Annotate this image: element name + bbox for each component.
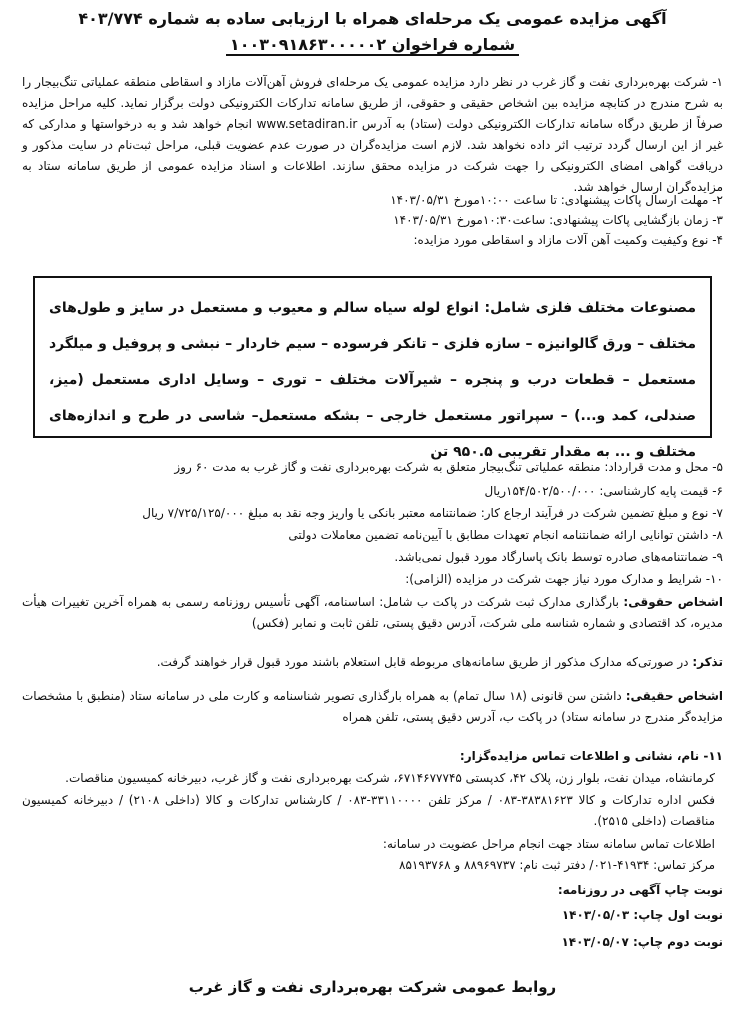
call-number <box>20 34 725 56</box>
legal-persons <box>22 592 723 634</box>
legal-label: اشخاص حقوقی: <box>623 595 723 609</box>
signature: روابط عمومی شرکت بهره‌برداری نفت و گاز غرب <box>188 978 557 996</box>
item-8: ۸- داشتن توانایی ارائه ضمانتنامه انجام تعهدات مطابق با آیین‌نامه تضمین معاملات دولتی <box>288 528 723 542</box>
call-number-text: شماره فراخوان ۱۰۰۳۰۹۱۸۶۳۰۰۰۰۰۲ <box>226 35 519 56</box>
natural-text: داشتن سن قانونی (۱۸ سال تمام) به همراه بارگذاری تصویر شناسنامه و کارت ملی در سامانه ستاد (منطبق با مشخصات مزایده‌گر مندرج در سامانه ستاد) در پاکت ب، آدرس دقیق پستی، تلفن همراه <box>22 689 723 724</box>
item-11: ۱۱- نام، نشانی و اطلاعات تماس مزایده‌گزار: <box>459 749 723 763</box>
address: کرمانشاه، میدان نفت، بلوار زن، پلاک ۴۲، کدپستی ۶۷۱۴۶۷۷۷۴۵، شرکت بهره‌برداری نفت و گاز غرب، دبیرخانه کمیسیون مناقصات. <box>65 771 715 785</box>
note <box>22 652 723 673</box>
note-text: در صورتی‌که مدارک مذکور از طریق سامانه‌های مربوطه قابل استعلام باشند مورد قبول قرار خواهند گرفت. <box>156 655 693 669</box>
print-turn: نوبت چاپ آگهی در روزنامه: <box>557 883 723 897</box>
items-box: مصنوعات مختلف فلزی شامل: انواع لوله سیاه سالم و معیوب و مستعمل در سایز و طول‌های مختلف – ورق گالوانیزه – سازه فلزی – تانکر فرسوده – سیم خاردار – نبشی و پروفیل و میلگرد مستعمل – قطعات درب و پنجره – شیرآلات مختلف – توری – وسایل اداری مستعمل (میز، صندلی، کمد و...) – سپراتور مستعمل خارجی – بشکه مستعمل– شاسی در طرح و اندازه‌های مختلف و ... به مقدار تقریبی ۹۵۰.۵ تن <box>33 276 712 438</box>
first-print: نوبت اول چاپ: ۱۴۰۳/۰۵/۰۳ <box>561 908 723 922</box>
legal-text: بارگذاری مدارک ثبت شرکت در پاکت ب شامل: اساسنامه، آگهی تأسیس روزنامه رسمی به همراه آخرین تغییرات هیأت مدیره، کد اقتصادی و شماره شناسه ملی شرکت، آدرس دقیق پستی، تلفن ثابت و نمابر (فکس) <box>22 595 723 630</box>
item-4: ۴- نوع وکیفیت وکمیت آهن آلات مازاد و اسقاطی مورد مزایده: <box>413 233 723 247</box>
fax-info: فکس اداره تدارکات و کالا ۳۸۳۸۱۶۲۳-۰۸۳ / مرکز تلفن ۳۳۱۱۰۰۰۰-۰۸۳ / کارشناس تدارکات و کالا (داخلی ۲۱۰۸) / دبیرخانه کمیسیون مناقصات (داخلی ۲۵۱۵). <box>22 793 715 828</box>
note-label: تذکر: <box>692 655 723 669</box>
natural-persons <box>22 686 723 728</box>
page-title: آگهی مزایده عمومی یک مرحله‌ای همراه با ارزیابی ساده به شماره ۴۰۳/۷۷۴ <box>78 9 667 28</box>
item-2: ۲- مهلت ارسال پاکات پیشنهادی: تا ساعت ۱۰:۰۰مورخ ۱۴۰۳/۰۵/۳۱ <box>390 193 723 207</box>
setad-info: اطلاعات تماس سامانه ستاد جهت انجام مراحل عضویت در سامانه: <box>382 837 715 851</box>
item-6: ۶- قیمت پایه کارشناسی: ۱۵۴/۵۰۲/۵۰۰/۰۰۰ریال <box>484 484 723 498</box>
item-1: ۱- شرکت بهره‌برداری نفت و گاز غرب در نظر دارد مزایده عمومی یک مرحله‌ای فروش آهن‌آلات مازاد و اسقاطی منطقه عملیاتی تنگ‌بیجار را به شرح مندرج در کتابچه مزایده بین اشخاص حقیقی و حقوقی، از طریق سامانه تدارکات الکترونیکی دولت برگزار نماید. کلیه مراحل مزایده صرفاً از طریق درگاه سامانه تدارکات الکترونیکی دولت (ستاد) به آدرس www.setadiran.ir انجام خواهد شد و به درخواستها و مدارکی که غیر از این ارسال گردد ترتیب اثر داده نخواهد شد. لازم است مزایده‌گران در صورت عدم عضویت قبلی، مراحل ثبت‌نام در سایت مذکور و دریافت گواهی امضای الکترونیکی را جهت شرکت در مزایده محقق سازند. اطلاعات و اسناد مزایده عمومی از طریق سامانه ستاد به مزایده‌گران ارسال خواهد شد. <box>22 75 723 194</box>
item-7: ۷- نوع و مبلغ تضمین شرکت در فرآیند ارجاع کار: ضمانتنامه معتبر بانکی یا واریز وجه نقد به مبلغ ۷/۷۲۵/۱۲۵/۰۰۰ ریال <box>142 506 723 520</box>
item-10: ۱۰- شرایط و مدارک مورد نیاز جهت شرکت در مزایده (الزامی): <box>405 572 723 586</box>
second-print: نوبت دوم چاپ: ۱۴۰۳/۰۵/۰۷ <box>561 935 723 949</box>
item-3: ۳- زمان بازگشایی پاکات پیشنهادی: ساعت۱۰:۳۰مورخ ۱۴۰۳/۰۵/۳۱ <box>393 213 723 227</box>
setad-contact: مرکز تماس: ۴۱۹۳۴-۰۲۱/ دفتر ثبت نام: ۸۸۹۶۹۷۳۷ و ۸۵۱۹۳۷۶۸ <box>399 858 715 872</box>
item-9: ۹- ضمانتنامه‌های صادره توسط بانک پاسارگاد مورد قبول نمی‌باشد. <box>394 550 723 564</box>
natural-label: اشخاص حقیقی: <box>625 689 723 703</box>
item-5: ۵- محل و مدت قرارداد: منطقه عملیاتی تنگ‌بیجار متعلق به شرکت بهره‌برداری نفت و گاز غرب به مدت ۶۰ روز <box>174 460 723 474</box>
